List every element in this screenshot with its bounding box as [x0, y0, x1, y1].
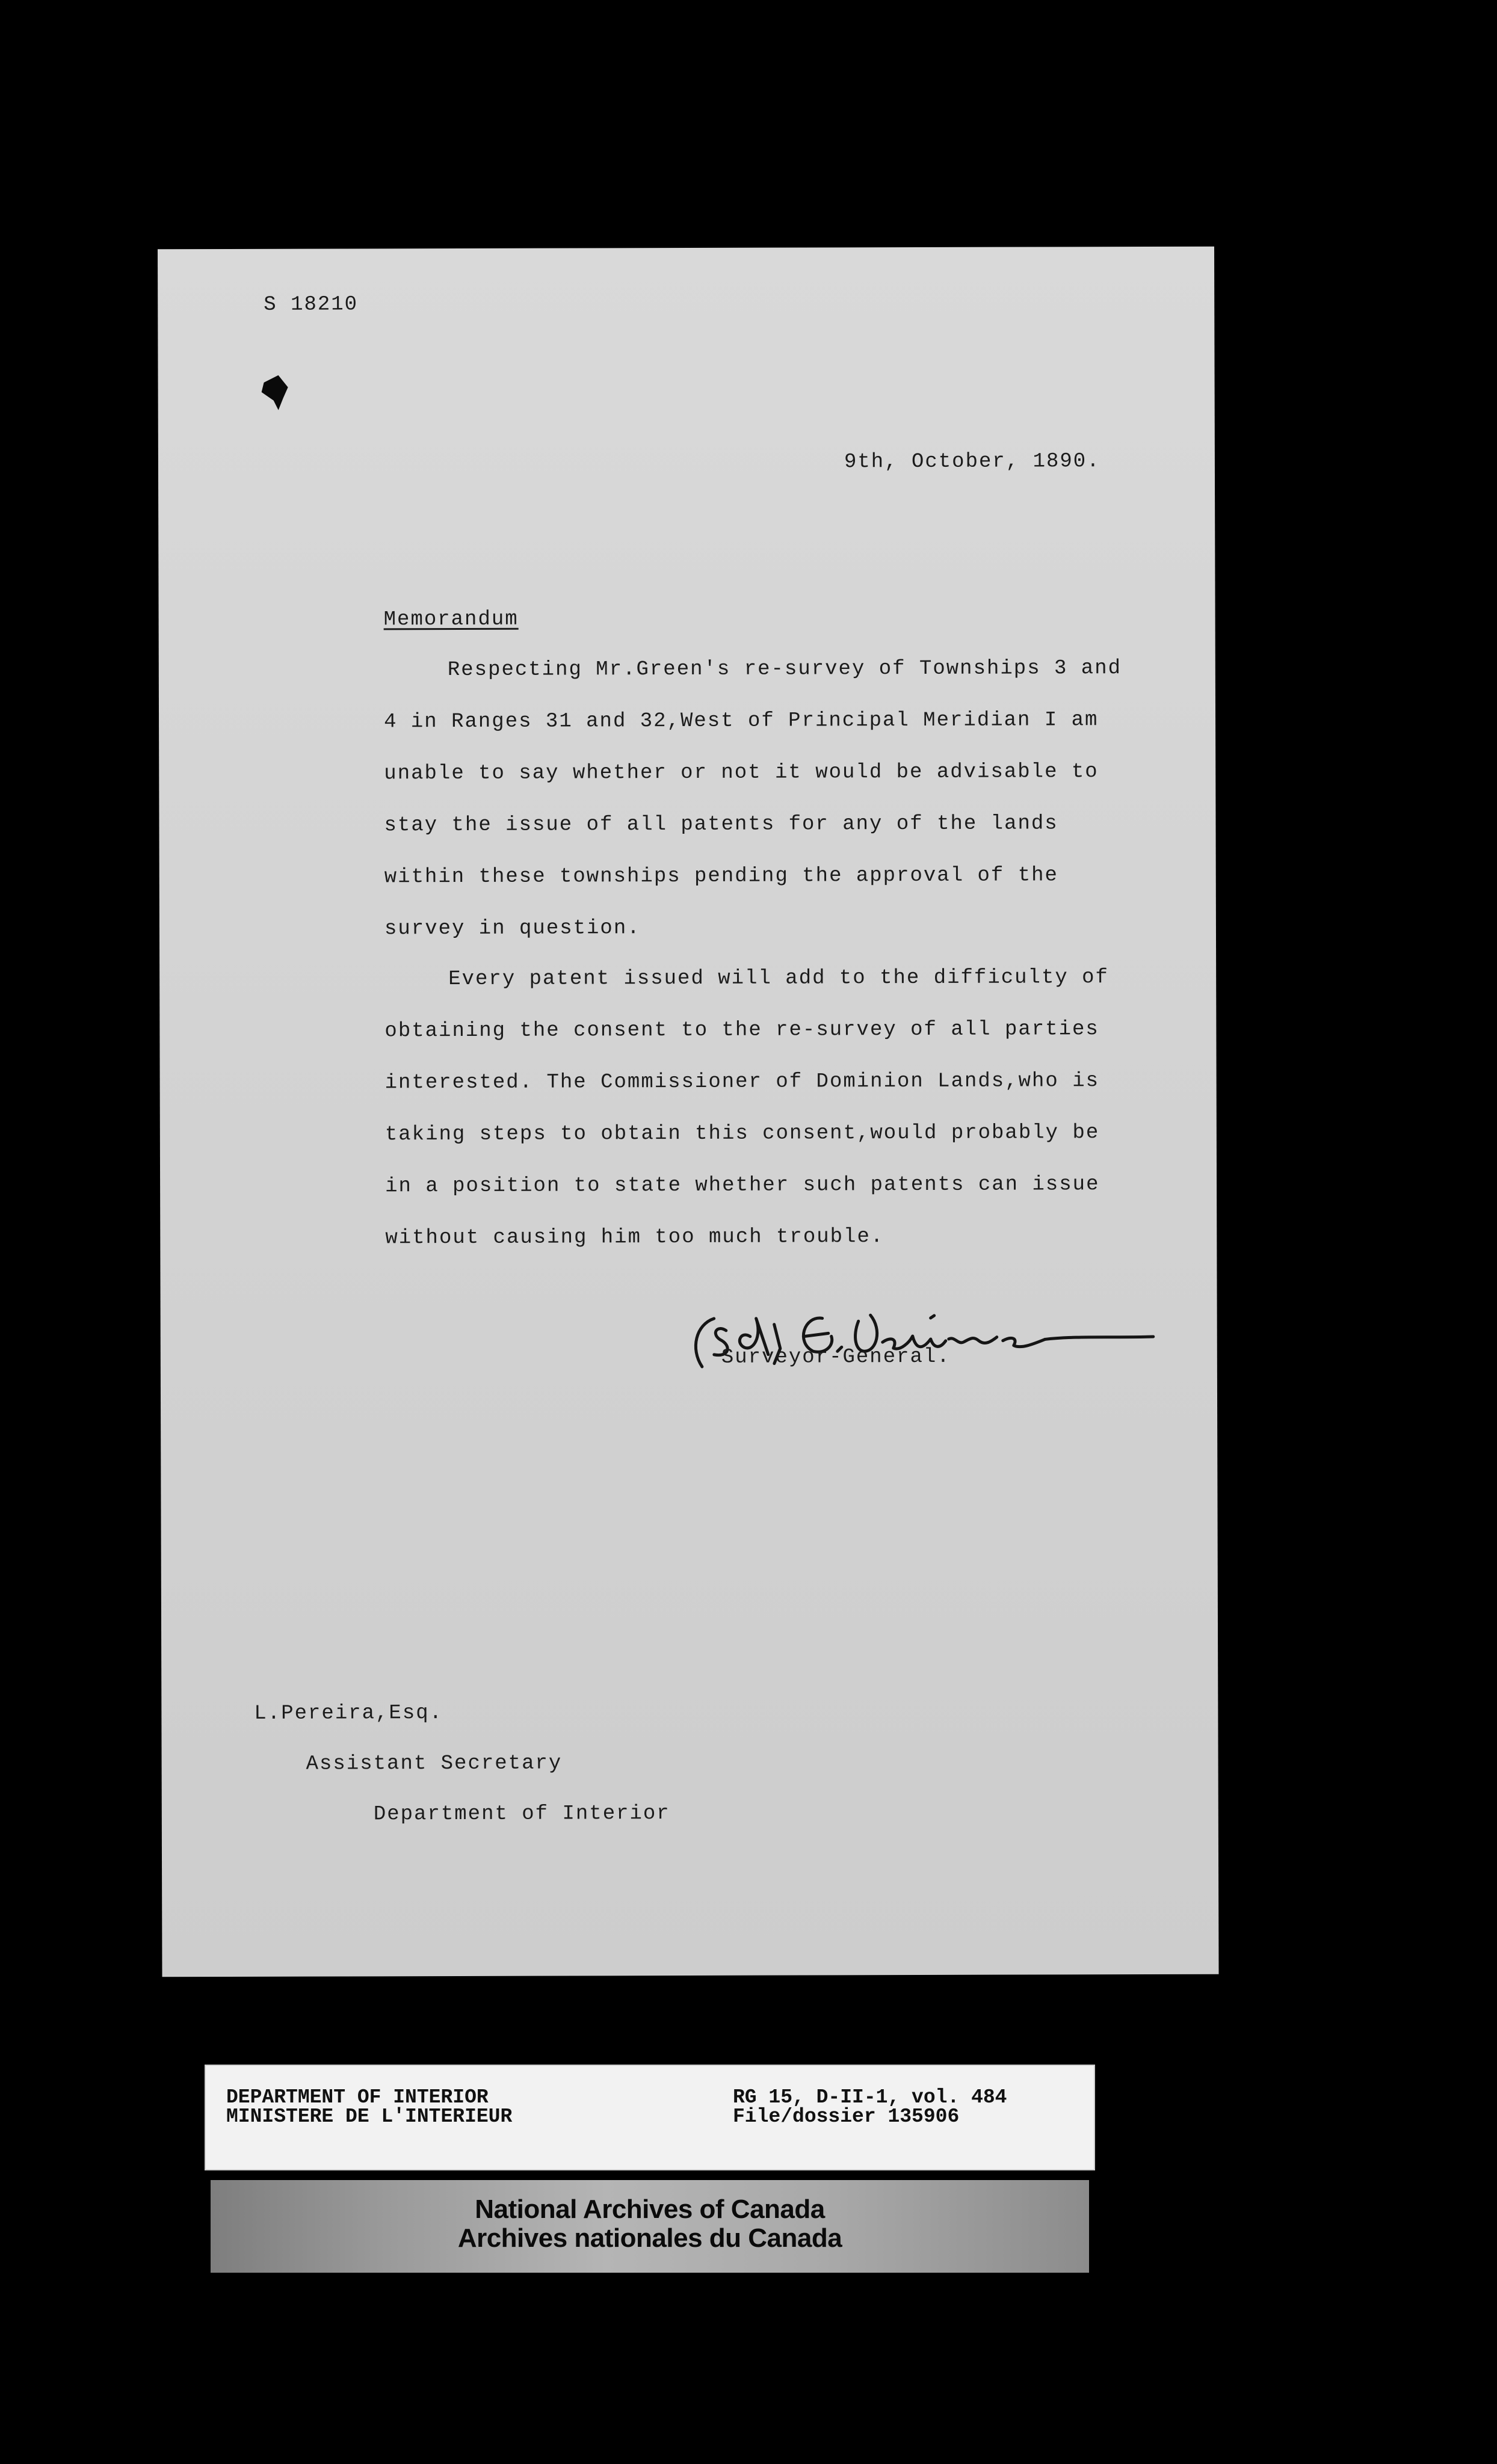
- file-number: S 18210: [264, 293, 359, 316]
- label-reference: RG 15, D-II-1, vol. 484: [733, 2086, 1007, 2108]
- paragraph2-line: in a position to state whether such patents can issue: [385, 1173, 1100, 1198]
- paragraph1-line: unable to say whether or not it would be advisable to: [384, 760, 1099, 786]
- paragraph1-line: survey in question.: [384, 917, 641, 941]
- label-department-fr: MINISTERE DE L'INTERIEUR: [226, 2105, 513, 2128]
- paragraph1-line: stay the issue of all patents for any of the lands: [384, 812, 1058, 837]
- paragraph1-line: Respecting Mr.Green's re-survey of Townships 3 and: [447, 657, 1122, 682]
- paragraph2-line: taking steps to obtain this consent,would probably be: [384, 1121, 1100, 1147]
- handwritten-signature: [684, 1293, 1159, 1385]
- recipient-department: Department of Interior: [373, 1802, 670, 1826]
- archive-label-strip: [205, 2065, 1095, 2170]
- paragraph2-line: Every patent issued will add to the difficulty of: [448, 966, 1109, 991]
- stamp-line-fr: Archives nationales du Canada: [457, 2223, 842, 2253]
- paragraph2-line: obtaining the consent to the re-survey of all parties: [384, 1018, 1099, 1043]
- paragraph2-line: interested. The Commissioner of Dominion Lands,who is: [384, 1070, 1100, 1095]
- ink-blot-mark: [261, 374, 291, 411]
- stamp-line-en: National Archives of Canada: [475, 2194, 825, 2224]
- label-file-number: File/dossier 135906: [733, 2105, 960, 2128]
- signatory-title: Surveyor-General.: [721, 1345, 951, 1369]
- recipient-name: L.Pereira,Esq.: [254, 1702, 443, 1725]
- letter-date: 9th, October, 1890.: [844, 450, 1100, 474]
- recipient-position: Assistant Secretary: [306, 1752, 563, 1776]
- archives-stamp: [211, 2180, 1089, 2273]
- paragraph1-line: within these townships pending the approval of the: [384, 864, 1058, 889]
- paragraph1-line: 4 in Ranges 31 and 32,West of Principal Meridian I am: [384, 709, 1099, 734]
- label-department-en: DEPARTMENT OF INTERIOR: [226, 2086, 489, 2108]
- paragraph2-line: without causing him too much trouble.: [385, 1225, 884, 1250]
- memorandum-page: [158, 247, 1219, 1977]
- memo-heading: Memorandum: [383, 608, 519, 632]
